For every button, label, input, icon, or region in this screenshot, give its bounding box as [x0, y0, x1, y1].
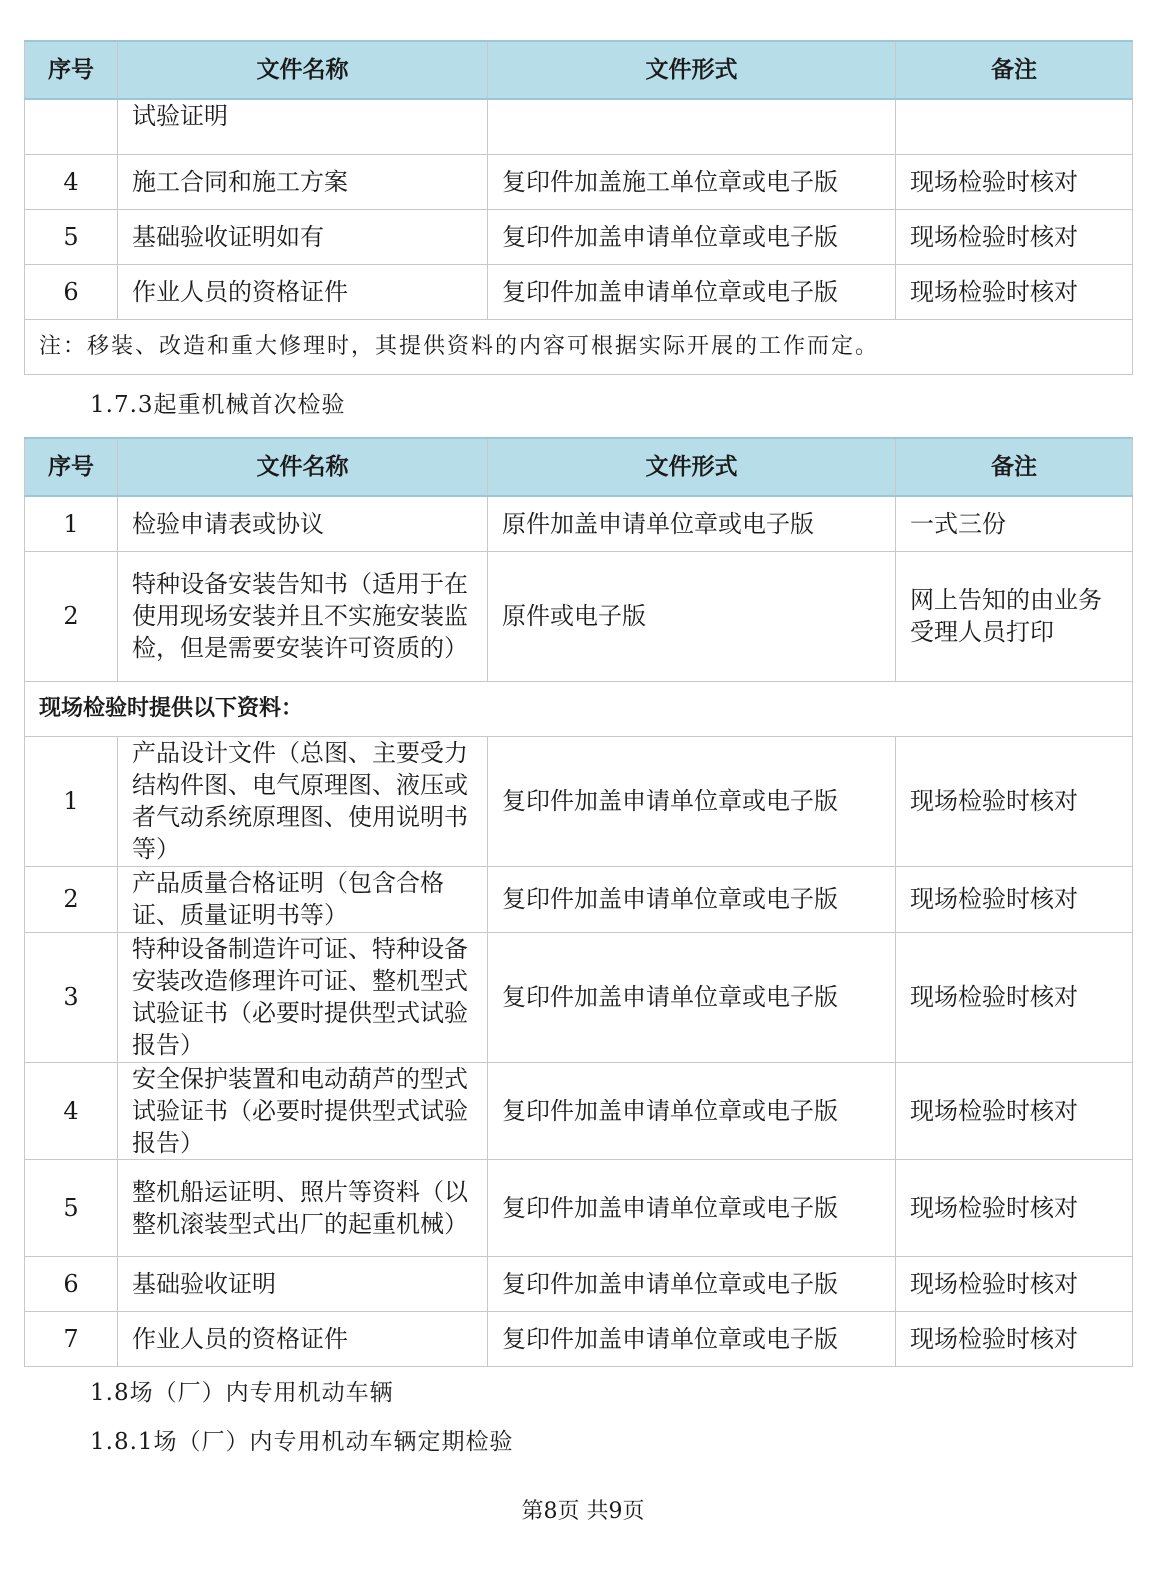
cell-format — [488, 99, 896, 154]
section-label: 现场检验时提供以下资料： — [25, 681, 1133, 736]
header-remark: 备注 — [896, 41, 1133, 99]
cell-seq: 3 — [25, 932, 118, 1062]
cell-name: 检验申请表或协议 — [118, 496, 488, 551]
cell-remark — [896, 99, 1133, 154]
table-row — [25, 1062, 1133, 1159]
cell-remark: 现场检验时核对 — [896, 264, 1133, 319]
cell-remark: 现场检验时核对 — [896, 1311, 1133, 1366]
cell-remark: 现场检验时核对 — [896, 1159, 1133, 1256]
table-header-row — [25, 438, 1133, 496]
cell-name: 试验证明 — [118, 99, 488, 154]
header-format: 文件形式 — [488, 41, 896, 99]
cell-remark: 网上告知的由业务受理人员打印 — [896, 551, 1133, 681]
header-format: 文件形式 — [488, 438, 896, 496]
table-row — [25, 932, 1133, 1062]
page-footer: 第8页 共9页 — [521, 1499, 645, 1524]
cell-format: 原件或电子版 — [488, 551, 896, 681]
table-row — [25, 1256, 1133, 1311]
cell-format: 原件加盖申请单位章或电子版 — [488, 496, 896, 551]
cell-seq — [25, 99, 118, 154]
cell-format: 复印件加盖施工单位章或电子版 — [488, 154, 896, 209]
cell-format: 复印件加盖申请单位章或电子版 — [488, 866, 896, 932]
cell-name: 整机船运证明、照片等资料（以整机滚装型式出厂的起重机械） — [118, 1159, 488, 1256]
cell-seq: 2 — [25, 866, 118, 932]
cell-seq: 1 — [25, 496, 118, 551]
cell-seq: 5 — [25, 1159, 118, 1256]
table-row — [25, 496, 1133, 551]
cell-name: 基础验收证明 — [118, 1256, 488, 1311]
table-row — [25, 551, 1133, 681]
cell-name: 产品质量合格证明（包含合格证、质量证明书等） — [118, 866, 488, 932]
cell-name: 产品设计文件（总图、主要受力结构件图、电气原理图、液压或者气动系统原理图、使用说明书等） — [118, 736, 488, 866]
cell-format: 复印件加盖申请单位章或电子版 — [488, 932, 896, 1062]
cell-format: 复印件加盖申请单位章或电子版 — [488, 1062, 896, 1159]
cell-seq: 4 — [25, 1062, 118, 1159]
table-2 — [24, 437, 1133, 1367]
header-seq: 序号 — [25, 438, 118, 496]
cell-name: 特种设备安装告知书（适用于在使用现场安装并且不实施安装监检，但是需要安装许可资质的） — [118, 551, 488, 681]
header-name: 文件名称 — [118, 438, 488, 496]
cell-format: 复印件加盖申请单位章或电子版 — [488, 209, 896, 264]
cell-format: 复印件加盖申请单位章或电子版 — [488, 1256, 896, 1311]
cell-name: 作业人员的资格证件 — [118, 264, 488, 319]
section-heading-1-8-1: 1.8.1场（厂）内专用机动车辆定期检验 — [90, 1429, 514, 1455]
table-row — [25, 209, 1133, 264]
section-heading-1-8: 1.8场（厂）内专用机动车辆 — [90, 1380, 394, 1406]
table-row — [25, 866, 1133, 932]
table-note: 注：移装、改造和重大修理时，其提供资料的内容可根据实际开展的工作而定。 — [25, 319, 1133, 374]
cell-seq: 1 — [25, 736, 118, 866]
cell-remark: 现场检验时核对 — [896, 1062, 1133, 1159]
cell-seq: 6 — [25, 1256, 118, 1311]
section-heading-1-7-3: 1.7.3起重机械首次检验 — [90, 392, 346, 418]
cell-format: 复印件加盖申请单位章或电子版 — [488, 1159, 896, 1256]
cell-format: 复印件加盖申请单位章或电子版 — [488, 1311, 896, 1366]
cell-name: 特种设备制造许可证、特种设备安装改造修理许可证、整机型式试验证书（必要时提供型式试验报告） — [118, 932, 488, 1062]
table-row — [25, 264, 1133, 319]
cell-name: 安全保护装置和电动葫芦的型式试验证书（必要时提供型式试验报告） — [118, 1062, 488, 1159]
cell-name: 基础验收证明如有 — [118, 209, 488, 264]
cell-remark: 一式三份 — [896, 496, 1133, 551]
section-label-row — [25, 681, 1133, 736]
cell-seq: 4 — [25, 154, 118, 209]
table-row — [25, 1311, 1133, 1366]
table-1 — [24, 40, 1133, 375]
table-row — [25, 1159, 1133, 1256]
cell-seq: 6 — [25, 264, 118, 319]
cell-seq: 5 — [25, 209, 118, 264]
table-row — [25, 99, 1133, 154]
cell-remark: 现场检验时核对 — [896, 1256, 1133, 1311]
cell-name: 作业人员的资格证件 — [118, 1311, 488, 1366]
cell-remark: 现场检验时核对 — [896, 209, 1133, 264]
table-row — [25, 736, 1133, 866]
cell-remark: 现场检验时核对 — [896, 932, 1133, 1062]
header-seq: 序号 — [25, 41, 118, 99]
header-name: 文件名称 — [118, 41, 488, 99]
cell-remark: 现场检验时核对 — [896, 736, 1133, 866]
cell-format: 复印件加盖申请单位章或电子版 — [488, 736, 896, 866]
table-header-row — [25, 41, 1133, 99]
cell-seq: 7 — [25, 1311, 118, 1366]
cell-remark: 现场检验时核对 — [896, 154, 1133, 209]
table-row — [25, 154, 1133, 209]
cell-seq: 2 — [25, 551, 118, 681]
table-note-row — [25, 319, 1133, 374]
cell-format: 复印件加盖申请单位章或电子版 — [488, 264, 896, 319]
cell-remark: 现场检验时核对 — [896, 866, 1133, 932]
header-remark: 备注 — [896, 438, 1133, 496]
cell-name: 施工合同和施工方案 — [118, 154, 488, 209]
